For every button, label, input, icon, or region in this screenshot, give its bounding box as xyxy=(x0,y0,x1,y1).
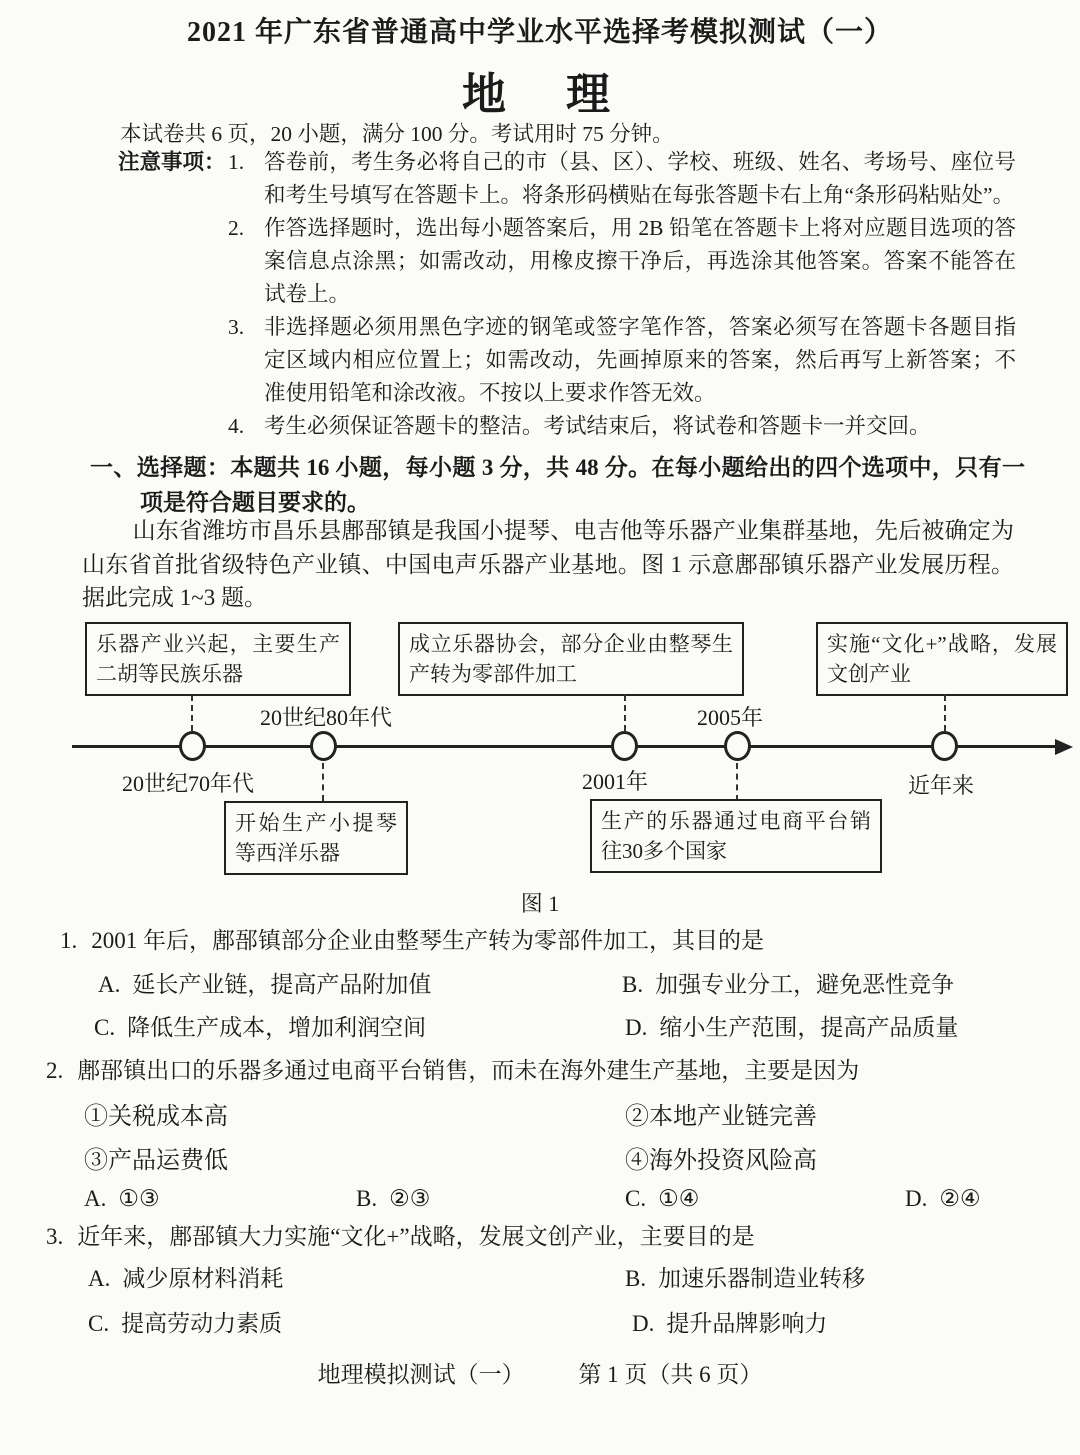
option-text: 降低生产成本，增加利润空间 xyxy=(127,1015,427,1040)
notice-item-text: 作答选择题时，选出每小题答案后，用 2B 铅笔在答题卡上将对应题目选项的答案信息点涂黑；如需改动，用橡皮擦干净后，再选涂其他答案。答案不能答在试卷上。 xyxy=(264,216,1016,306)
timeline-connector-line xyxy=(624,695,626,731)
notice-item-3 xyxy=(118,311,1016,410)
notice-item-number: 2. xyxy=(228,216,245,240)
option-label: D. xyxy=(632,1311,655,1336)
question-text: 鄌郚镇出口的乐器多通过电商平台销售，而未在海外建生产基地，主要是因为 xyxy=(77,1058,860,1083)
timeline-node-1980s xyxy=(310,731,337,761)
timeline-event-box-1980s: 开始生产小提琴等西洋乐器 xyxy=(224,801,408,875)
option-text: 加速乐器制造业转移 xyxy=(658,1266,866,1291)
timeline-connector-line xyxy=(322,763,324,801)
notice-item-number: 4. xyxy=(228,414,245,438)
question-3-option-b xyxy=(625,1260,865,1293)
question-1-stem xyxy=(60,922,764,955)
footer-test-name: 地理模拟测试（一） xyxy=(317,1362,525,1387)
notice-item-text: 考生必须保证答题卡的整洁。考试结束后，将试卷和答题卡一并交回。 xyxy=(264,414,931,438)
notice-item-2 xyxy=(118,212,1016,311)
option-label: C. xyxy=(94,1015,116,1040)
page-footer xyxy=(0,1356,1080,1389)
timeline-arrowhead-icon xyxy=(1055,739,1073,755)
notice-section xyxy=(118,146,1016,443)
option-text: 减少原材料消耗 xyxy=(122,1266,284,1291)
question-2-statement-4: ④海外投资风险高 xyxy=(625,1148,817,1174)
option-label: C. xyxy=(625,1186,647,1211)
option-text: ②④ xyxy=(939,1186,981,1211)
question-3-stem xyxy=(46,1218,755,1251)
option-text: ②③ xyxy=(389,1186,431,1211)
notice-item-text: 非选择题必须用黑色字迹的钢笔或签字笔作答，答案必须写在答题卡各题目指定区域内相应位置上；如需改动，先画掉原来的答案，然后再写上新答案；不准使用铅笔和涂改液。不按以上要求作答无效。 xyxy=(264,315,1016,405)
option-text: 提升品牌影响力 xyxy=(666,1311,828,1336)
option-label: D. xyxy=(625,1015,648,1040)
option-text: ①④ xyxy=(658,1186,700,1211)
footer-page-number: 第 1 页（共 6 页） xyxy=(578,1362,763,1387)
question-3-option-d xyxy=(632,1305,827,1338)
notice-item-number: 3. xyxy=(228,315,245,339)
timeline-axis xyxy=(72,745,1058,748)
question-2-statement-3: ③产品运费低 xyxy=(84,1148,228,1174)
option-text: 提高劳动力素质 xyxy=(121,1311,283,1336)
option-label: A. xyxy=(88,1266,111,1291)
reading-passage: 山东省潍坊市昌乐县鄌郚镇是我国小提琴、电吉他等乐器产业集群基地，先后被确定为山东省首批省级特色产业镇、中国电声乐器产业基地。图 1 示意鄌郚镇乐器产业发展历程。据此完成 1~3 题。 xyxy=(82,518,1014,610)
question-2-stem xyxy=(46,1052,859,1085)
option-label: A. xyxy=(84,1186,107,1211)
question-3-option-a xyxy=(88,1260,283,1293)
option-label: D. xyxy=(905,1186,928,1211)
timeline-connector-line xyxy=(191,695,193,731)
question-3-option-c xyxy=(88,1305,282,1338)
timeline-connector-line xyxy=(736,763,738,801)
question-2-statement-1: ①关税成本高 xyxy=(84,1104,228,1130)
question-2-statement-2: ②本地产业链完善 xyxy=(625,1104,817,1130)
option-label: B. xyxy=(356,1186,378,1211)
timeline-event-box-2001: 成立乐器协会，部分企业由整琴生产转为零部件加工 xyxy=(398,622,744,696)
question-1-option-d xyxy=(625,1009,958,1042)
question-text: 近年来，鄌郚镇大力实施“文化+”战略，发展文创产业，主要目的是 xyxy=(77,1224,755,1249)
notice-item-1 xyxy=(118,146,1016,212)
timeline-connector-line xyxy=(944,695,946,731)
question-2-option-a xyxy=(84,1186,160,1212)
timeline-node-1970s xyxy=(179,731,206,761)
question-1-option-a xyxy=(98,966,431,999)
exam-title: 2021 年广东省普通高中学业水平选择考模拟测试（一） xyxy=(186,17,893,48)
question-2-option-b xyxy=(356,1186,430,1212)
option-label: A. xyxy=(98,972,121,997)
question-1-option-b xyxy=(622,966,954,999)
notice-item-text: 答卷前，考生务必将自己的市（县、区）、学校、班级、姓名、考场号、座位号和考生号填写在答题卡上。将条形码横贴在每张答题卡右上角“条形码粘贴处”。 xyxy=(264,150,1016,207)
option-label: C. xyxy=(88,1311,110,1336)
section-heading: 一、选择题：本题共 16 小题，每小题 3 分，共 48 分。在每小题给出的四个选项中，只有一项是符合题目要求的。 xyxy=(90,455,1025,515)
timeline-label-2005: 2005年 xyxy=(697,705,764,730)
question-number: 1. xyxy=(60,928,78,953)
timeline-event-box-2005: 生产的乐器通过电商平台销往30多个国家 xyxy=(590,799,882,873)
timeline-label-2001: 2001年 xyxy=(582,769,649,794)
question-2-option-c xyxy=(625,1186,699,1212)
option-text: ①③ xyxy=(118,1186,160,1211)
question-1-option-c xyxy=(94,1009,426,1042)
question-text: 2001 年后，鄌郚镇部分企业由整琴生产转为零部件加工，其目的是 xyxy=(91,928,764,953)
option-text: 延长产业链，提高产品附加值 xyxy=(132,972,432,997)
timeline-label-1970s: 20世纪70年代 xyxy=(122,771,255,796)
timeline-event-box-recent: 实施“文化+”战略，发展文创产业 xyxy=(816,622,1068,696)
notice-item-number: 1. xyxy=(228,150,245,174)
option-label: B. xyxy=(625,1266,647,1291)
timeline-node-2005 xyxy=(724,731,751,761)
timeline-node-2001 xyxy=(611,731,638,761)
figure-1-timeline-diagram xyxy=(0,615,1080,920)
timeline-event-box-1970s: 乐器产业兴起，主要生产二胡等民族乐器 xyxy=(85,622,351,696)
question-number: 3. xyxy=(46,1224,64,1249)
timeline-label-recent: 近年来 xyxy=(908,773,975,798)
timeline-label-1980s: 20世纪80年代 xyxy=(260,705,393,730)
notice-label: 注意事项： xyxy=(118,150,226,174)
paper-info-line: 本试卷共 6 页，20 小题，满分 100 分。考试用时 75 分钟。 xyxy=(120,122,674,146)
notice-item-4 xyxy=(118,410,1016,443)
option-text: 缩小生产范围，提高产品质量 xyxy=(659,1015,959,1040)
subject-title: 地 理 xyxy=(462,70,618,119)
question-2-option-d xyxy=(905,1186,981,1212)
figure-caption: 图 1 xyxy=(520,891,560,916)
option-label: B. xyxy=(622,972,644,997)
timeline-node-recent xyxy=(931,731,958,761)
question-number: 2. xyxy=(46,1058,64,1083)
option-text: 加强专业分工，避免恶性竞争 xyxy=(655,972,955,997)
